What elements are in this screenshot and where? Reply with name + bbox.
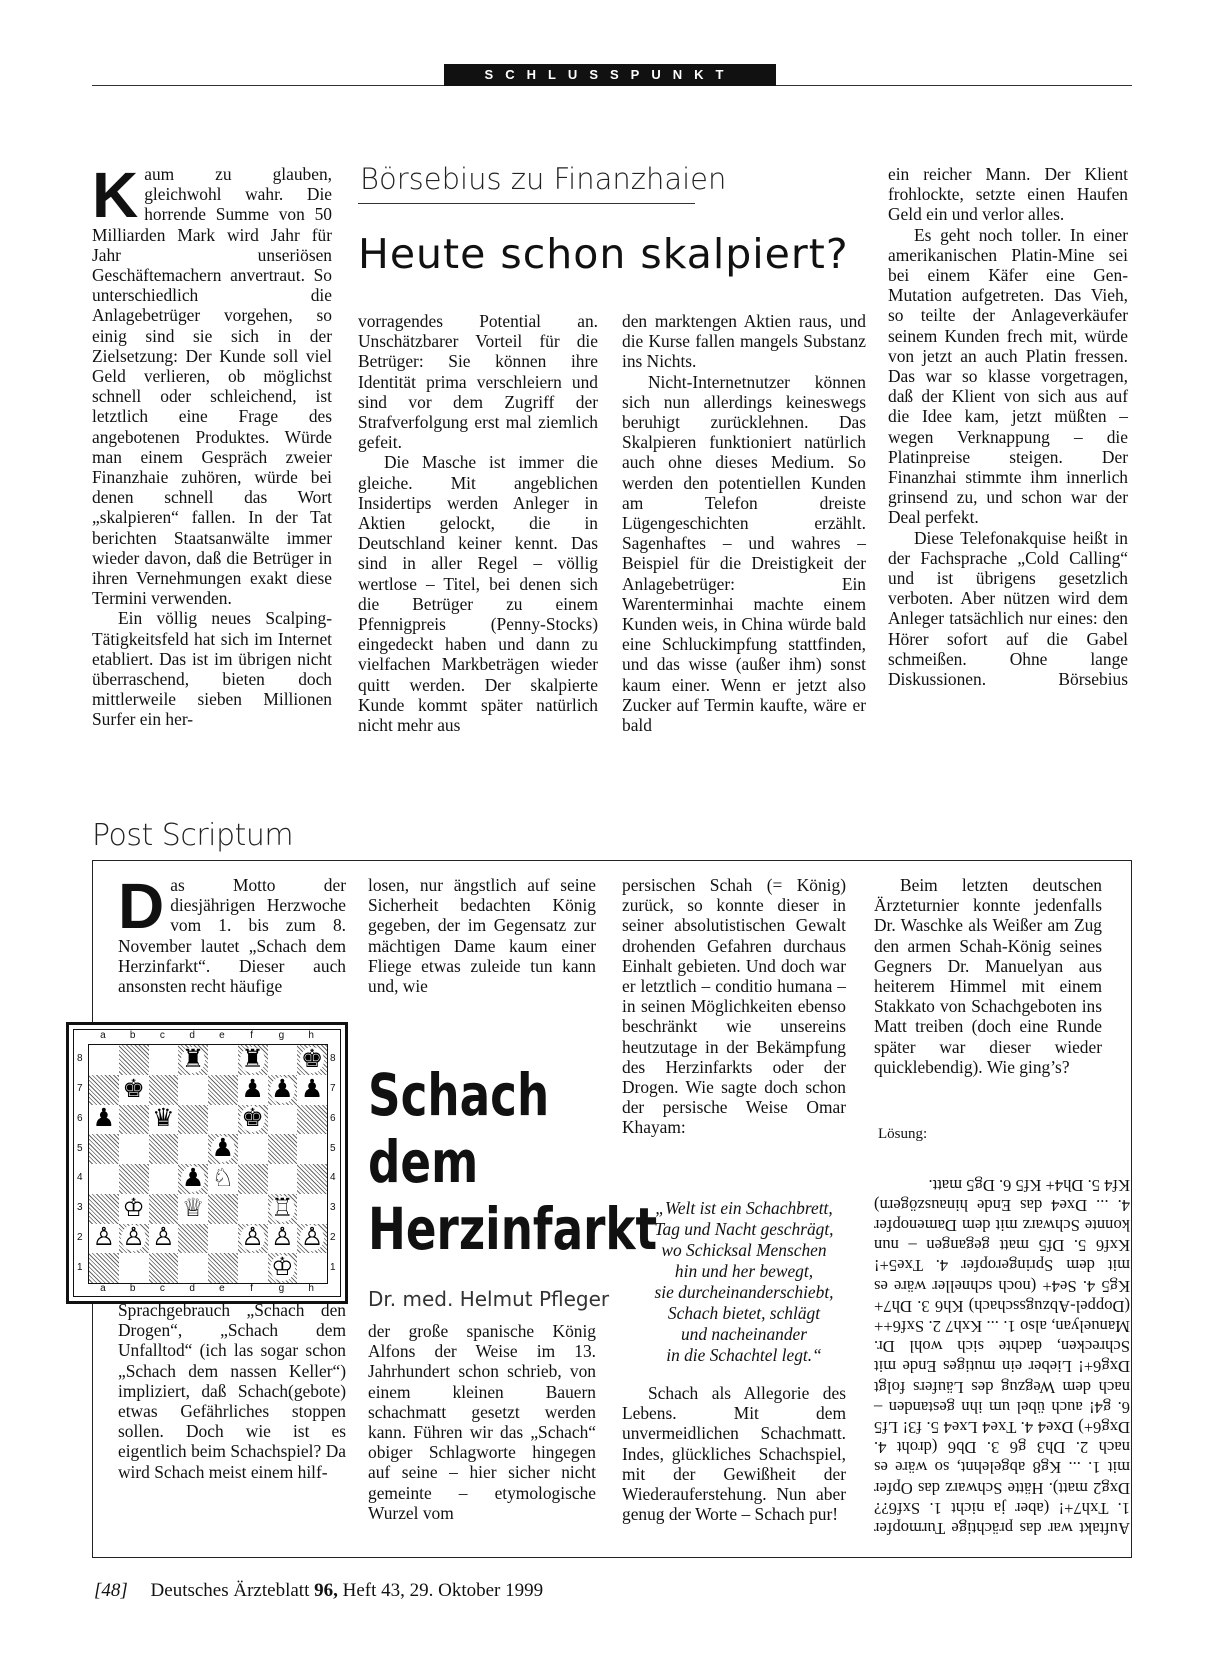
- board-square: [238, 1194, 268, 1224]
- drop-cap: D: [118, 870, 165, 942]
- article-column-3: [622, 311, 866, 735]
- solution-upside-down: [874, 1146, 1130, 1538]
- paragraph: as Motto der diesjährigen Herzwoche vom 1. bis zum 8. November lautet „Schach dem Herzinfarkt“. Dieser auch ansonsten recht häufige: [118, 875, 346, 997]
- rank-label: 8: [77, 1053, 83, 1065]
- rank-label: 4: [330, 1172, 336, 1184]
- rank-label: 6: [330, 1112, 336, 1124]
- board-square: [89, 1075, 119, 1105]
- quote-line: Tag und Nacht geschrägt,: [654, 1219, 834, 1239]
- board-square: [268, 1134, 298, 1164]
- chess-diagram: [66, 1022, 348, 1304]
- board-square: [268, 1105, 298, 1135]
- ps-column-1-bottom: [118, 1300, 346, 1482]
- journal-issue: Heft 43, 29. Oktober 1999: [342, 1580, 544, 1601]
- board-square: [89, 1253, 119, 1283]
- chess-piece: ♙: [92, 1224, 116, 1252]
- paragraph-text: Diese Telefonakquise heißt in der Fachsprache „Cold Calling“ und ist übrigens gesetzlich verboten. Aber nützen wird dem Anleger tatsächlich nur eines: den Hörer sofort auf die Gabel schmeißen. Ohne lange Diskussionen.: [888, 527, 1128, 690]
- board-square: [119, 1253, 149, 1283]
- file-label: g: [278, 1030, 285, 1041]
- file-label: c: [159, 1030, 165, 1041]
- file-label: h: [308, 1030, 314, 1041]
- board-square: [268, 1045, 298, 1075]
- paragraph: den marktengen Aktien raus, und die Kurse fallen mangels Substanz ins Nichts.: [622, 311, 866, 372]
- paragraph: Schach als Allegorie des Lebens. Mit dem unvermeidlichen Schachmatt. Indes, glückliches Schachspiel, mit der Gewißheit der Wiederauferstehung. Nun aber genug der Worte – Schach pur!: [622, 1383, 846, 1525]
- board-square: [149, 1045, 179, 1075]
- board-square: [208, 1045, 238, 1075]
- journal-name: Deutsches Ärzteblatt: [150, 1580, 310, 1601]
- chess-piece: ♜: [181, 1045, 205, 1073]
- board-square: [149, 1224, 179, 1254]
- board-square: [238, 1134, 268, 1164]
- chess-piece: ♙: [241, 1224, 264, 1252]
- ps-column-2-bottom: [368, 1321, 596, 1523]
- rank-label: 6: [77, 1112, 83, 1124]
- board-square: [119, 1075, 149, 1105]
- board-square: [178, 1253, 208, 1283]
- board-square: [178, 1075, 208, 1105]
- chess-piece: ♔: [271, 1254, 294, 1282]
- rank-label: 7: [330, 1083, 336, 1095]
- board-square: [208, 1194, 238, 1224]
- board-square: [149, 1253, 179, 1283]
- ps-column-1-top: [118, 870, 346, 997]
- chess-piece: ♖: [271, 1194, 294, 1222]
- solution-label: Lösung:: [878, 1126, 928, 1142]
- article-column-2: [358, 311, 598, 735]
- headline-line: dem: [368, 1128, 479, 1196]
- drop-cap: K: [92, 159, 139, 231]
- chess-piece: ♙: [300, 1224, 324, 1252]
- board-square: [119, 1045, 149, 1075]
- board-square: [297, 1253, 327, 1283]
- board-square: [297, 1164, 327, 1194]
- rank-label: 1: [330, 1261, 336, 1273]
- article-headline: Heute schon skalpiert?: [358, 230, 849, 278]
- ps-author: Dr. med. Helmut Pfleger: [368, 1287, 610, 1311]
- board-square: [238, 1105, 268, 1135]
- file-label: e: [219, 1283, 225, 1294]
- chess-piece: ♟: [211, 1135, 235, 1163]
- quote-line: in die Schachtel legt.“: [666, 1345, 822, 1365]
- board-square: [178, 1224, 208, 1254]
- quote-line: und nacheinander: [680, 1324, 808, 1344]
- paragraph: Nicht-Internetnutzer können sich nun allerdings keineswegs beruhigt zurücklehnen. Das Skalpieren funktioniert natürlich auch ohne dieses Medium. So werden den potentiellen Kunden am Telefon dreiste Lügengeschichten erzählt. Sagenhaftes – und wahres – Beispiel für die Dreistigkeit der Anlagebetrüger: Ein Warenterminhai machte einem Kunden weis, in China würde bald eine Schluckimpfung stattfinden, und das wisse (außer ihm) sonst kaum einer. Wenn er jetzt also Zucker auf Termin kaufte, wäre er bald: [622, 371, 866, 736]
- board-square: [268, 1224, 298, 1254]
- chess-piece: ♚: [241, 1105, 264, 1133]
- board-square: [297, 1105, 327, 1135]
- ps-column-2-top: [368, 875, 596, 996]
- board-square: [208, 1075, 238, 1105]
- chess-piece: ♜: [241, 1045, 264, 1073]
- board-square: [89, 1194, 119, 1224]
- article-kicker: Börsebius zu Finanzhaien: [360, 162, 727, 196]
- file-label: d: [189, 1283, 195, 1294]
- board-square: [119, 1194, 149, 1224]
- board-square: [89, 1164, 119, 1194]
- chess-piece: ♙: [152, 1224, 175, 1252]
- board-square: [178, 1134, 208, 1164]
- file-label: a: [100, 1283, 106, 1294]
- board-square: [297, 1075, 327, 1105]
- quote-line: sie durcheinanderschiebt,: [654, 1282, 834, 1302]
- kicker-rule: [358, 203, 695, 204]
- paragraph: persischen Schah (= König) zurück, so konnte dieser in seiner absolutistischen Gewalt drohenden Gefahren durchaus Einhalt gebieten. Und doch war er letztlich – conditio humana – in seinen Möglichkeiten ebenso beschränkt wie unsereins heutzutage in der Bekämpfung des Herzinfarkts oder der Drogen. Wie sagte doch schon der persische Weise Omar Khayam:: [622, 875, 846, 1138]
- ps-column-4-top: [874, 875, 1102, 1077]
- paragraph: Die Masche ist immer die gleiche. Mit angeblichen Insidertips werden Anleger in Aktien gelockt, die in Deutschland keiner kennt. Das sind in aller Regel – völlig wertlose – Titel, bei denen sich die Betrüger zu einem Pfennigpreis (Penny-Stocks) eingedeckt haben und dann zu vielfachen Markbeträgen wieder quitt werden. Der skalpierte Kunde kommt später natürlich nicht mehr aus: [358, 452, 598, 736]
- board-square: [208, 1253, 238, 1283]
- file-label: a: [100, 1030, 106, 1041]
- paragraph: losen, nur ängstlich auf seine Sicherheit bedachten König gegeben, der im Gegensatz zur mächtigen Dame kaum einer Fliege etwas zuleide tun kann und, wie: [368, 875, 596, 997]
- page-number: [48]: [94, 1580, 128, 1601]
- rank-label: 7: [77, 1083, 83, 1095]
- board-square: [297, 1194, 327, 1224]
- rank-label: 5: [77, 1142, 83, 1154]
- file-label: f: [250, 1030, 254, 1041]
- postscriptum-title: Post Scriptum: [92, 818, 294, 853]
- paragraph: Ein völlig neues Scalping-Tätigkeitsfeld hat sich im Internet etabliert. Das ist im übrigen nicht überraschend, bieten doch mittlerweile sieben Millionen Surfer ein her-: [92, 608, 332, 730]
- board-square: [268, 1194, 298, 1224]
- file-label: b: [129, 1283, 136, 1294]
- file-labels-top: [88, 1030, 326, 1041]
- chess-piece: ♟: [181, 1164, 205, 1192]
- board-square: [268, 1253, 298, 1283]
- chess-piece: ♛: [152, 1105, 175, 1133]
- ps-column-3-bottom: [622, 1383, 846, 1524]
- quote-line: wo Schicksal Menschen: [661, 1240, 827, 1260]
- chess-piece: ♟: [300, 1075, 324, 1103]
- board-square: [119, 1105, 149, 1135]
- board-square: [178, 1194, 208, 1224]
- poem-quote: [622, 1198, 866, 1366]
- article-column-1: [92, 159, 332, 730]
- chess-piece: ♚: [300, 1045, 324, 1073]
- solution-text: Auftakt war das prächtige Turmopfer 1. Txh7+! (aber ja nicht 1. Sxf6?? Dxg2 matt). Hätte Schwarz das Opfer mit 1. ... Kg8 abgelehnt, so wäre es nach 2. Dh3 g6 3. Db6 (droht 4. Dxg6+) Dxe4 4. Txe4 Lxe4 5. f3! Lf5 6. g4! auch übel um ihn gestanden – nach dem Wegzug des Läufers folgt Dxg6+! Lieber ein mutiges Ende mit Schrecken, dachte sich wohl Dr. Manuelyan, also 1. ... Kxh7 2. Sxf6++ (Doppel-Abzugsschach) Kh6 3. Dh7+ Kg5 4. Se4+ (noch schneller wäre es mit dem Springeropfer 4. Txe5+! Kxf6 5. Df5 matt gegangen – nun konnte Schwarz mit dem Damenopfer 4. ... Dxe4 das Ende hinauszögern) Kf4 5. Dh4+ Kf5 6. Dg5 matt.: [874, 1175, 1130, 1538]
- chess-piece: ♙: [271, 1224, 294, 1252]
- paragraph: aum zu glauben, gleichwohl wahr. Die horrende Summe von 50 Milliarden Mark wird Jahr für Jahr unseriösen Geschäftemachern anvertraut. So unterschiedlich die Anlagebetrüger vorgehen, so einig sind sie sich in der Zielsetzung: Der Kunde soll viel Geld verlieren, ob möglichst schnell oder schleichend, ist letztlich eine Frage des angebotenen Produktes. Würde man einem Gespräch zweier Finanzhaie zuhören, würde bei denen schnell das Wort „skalpieren“ fallen. In der Tat berichten Staatsanwälte immer wieder davon, daß die Betrüger in ihren Vernehmungen exakt diese Termini verwenden.: [92, 164, 332, 609]
- file-label: f: [250, 1283, 254, 1294]
- article-column-4: [888, 164, 1128, 689]
- board-square: [149, 1164, 179, 1194]
- board-square: [178, 1045, 208, 1075]
- board-square: [119, 1134, 149, 1164]
- board-square: [208, 1164, 238, 1194]
- ps-column-3-top: [622, 875, 846, 1138]
- board-square: [119, 1164, 149, 1194]
- paragraph: [888, 528, 1128, 690]
- board-square: [208, 1224, 238, 1254]
- chess-piece: ♕: [181, 1194, 205, 1222]
- file-label: c: [159, 1283, 165, 1294]
- chess-piece: ♚: [122, 1075, 145, 1103]
- chess-board: [88, 1044, 328, 1284]
- headline-line: Herzinfarkt: [368, 1195, 658, 1263]
- author-signature: Börsebius: [1058, 669, 1128, 690]
- rank-label: 1: [77, 1261, 83, 1273]
- rank-label: 4: [77, 1172, 83, 1184]
- board-square: [238, 1164, 268, 1194]
- section-label: SCHLUSSPUNKT: [444, 64, 776, 86]
- board-square: [89, 1134, 119, 1164]
- rank-labels-right: [330, 1044, 336, 1282]
- chess-piece: ♔: [122, 1194, 145, 1222]
- file-label: g: [278, 1283, 285, 1294]
- board-square: [178, 1164, 208, 1194]
- board-square: [149, 1075, 179, 1105]
- board-square: [208, 1134, 238, 1164]
- rank-label: 2: [330, 1231, 336, 1243]
- rank-labels-left: [77, 1044, 83, 1282]
- paragraph: Beim letzten deutschen Ärzteturnier konnte jedenfalls Dr. Waschke als Weißer am Zug den armen Schah-König seines Gegners Dr. Manuelyan aus heiterem Himmel mit einem Stakkato von Schachgeboten ins Matt treiben (doch eine Runde später war dieser wieder quicklebendig). Wie ging’s?: [874, 875, 1102, 1077]
- board-square: [268, 1075, 298, 1105]
- page-footer: [94, 1580, 543, 1602]
- board-square: [89, 1224, 119, 1254]
- board-square: [297, 1045, 327, 1075]
- paragraph: ein reicher Mann. Der Klient frohlockte, setzte einen Haufen Geld ein und verlor alles.: [888, 164, 1128, 225]
- file-label: b: [129, 1030, 136, 1041]
- paragraph: Es geht noch toller. In einer amerikanischen Platin-Mine sei bei einem Käfer eine Gen-Mutation aufgetreten. Das Vieh, so teilte der Anlageverkäufer seinem Kunden frech mit, würde von jetzt an auch Platin fressen. Das war so klasse vorgetragen, daß der Klient von sich aus auf die Idee kam, jetzt müßten – wegen Verknappung – die Platinpreise steigen. Der Finanzhai stimmte ihm innerlich grinsend zu, und schon war der Deal perfekt.: [888, 224, 1128, 528]
- paragraph: Sprachgebrauch „Schach den Drogen“, „Schach dem Unfalltod“ (ich las sogar schon „Schach dem nassen Keller“) impliziert, daß Schach(gebote) etwas Gefährliches stoppen sollen. Doch wie ist es eigentlich beim Schachspiel? Da wird Schach meist einem hilf-: [118, 1300, 346, 1482]
- chess-piece: ♘: [211, 1164, 235, 1192]
- rank-label: 5: [330, 1142, 336, 1154]
- ps-headline: [368, 1062, 657, 1263]
- board-square: [149, 1134, 179, 1164]
- rank-label: 3: [330, 1202, 336, 1214]
- board-square: [89, 1105, 119, 1135]
- file-labels-bottom: [88, 1283, 326, 1294]
- board-square: [149, 1194, 179, 1224]
- headline-line: Schach: [368, 1061, 550, 1129]
- quote-line: Schach bietet, schlägt: [667, 1303, 821, 1323]
- rank-label: 2: [77, 1231, 83, 1243]
- board-square: [149, 1105, 179, 1135]
- rank-label: 8: [330, 1053, 336, 1065]
- board-square: [238, 1253, 268, 1283]
- board-square: [178, 1105, 208, 1135]
- file-label: e: [219, 1030, 225, 1041]
- quote-line: „Welt ist ein Schachbrett,: [655, 1198, 833, 1218]
- board-square: [238, 1075, 268, 1105]
- board-square: [89, 1045, 119, 1075]
- file-label: d: [189, 1030, 195, 1041]
- paragraph: vorragendes Potential an. Unschätzbarer Vorteil für die Betrüger: Sie können ihre Identität prima verschleiern und sind vor dem Zugriff der Strafverfolgung erst mal ziemlich gefeit.: [358, 311, 598, 453]
- rank-label: 3: [77, 1202, 83, 1214]
- board-square: [238, 1045, 268, 1075]
- chess-piece: ♟: [241, 1075, 264, 1103]
- quote-line: hin und her bewegt,: [674, 1261, 814, 1281]
- board-square: [268, 1164, 298, 1194]
- journal-volume: 96,: [314, 1580, 338, 1601]
- chess-piece: ♟: [92, 1105, 116, 1133]
- board-square: [297, 1134, 327, 1164]
- board-square: [238, 1224, 268, 1254]
- chess-piece: ♙: [122, 1224, 145, 1252]
- chess-piece: ♟: [271, 1075, 294, 1103]
- file-label: h: [308, 1283, 314, 1294]
- paragraph: der große spanische König Alfons der Weise im 13. Jahrhundert schon schrieb, von einem kleinen Bauern schachmatt gesetzt werden kann. Führen wir das „Schach“ obiger Schlagworte hingegen auf seine – hier sicher nicht gemeinte – etymologische Wurzel vom: [368, 1321, 596, 1523]
- board-square: [208, 1105, 238, 1135]
- board-square: [119, 1224, 149, 1254]
- board-square: [297, 1224, 327, 1254]
